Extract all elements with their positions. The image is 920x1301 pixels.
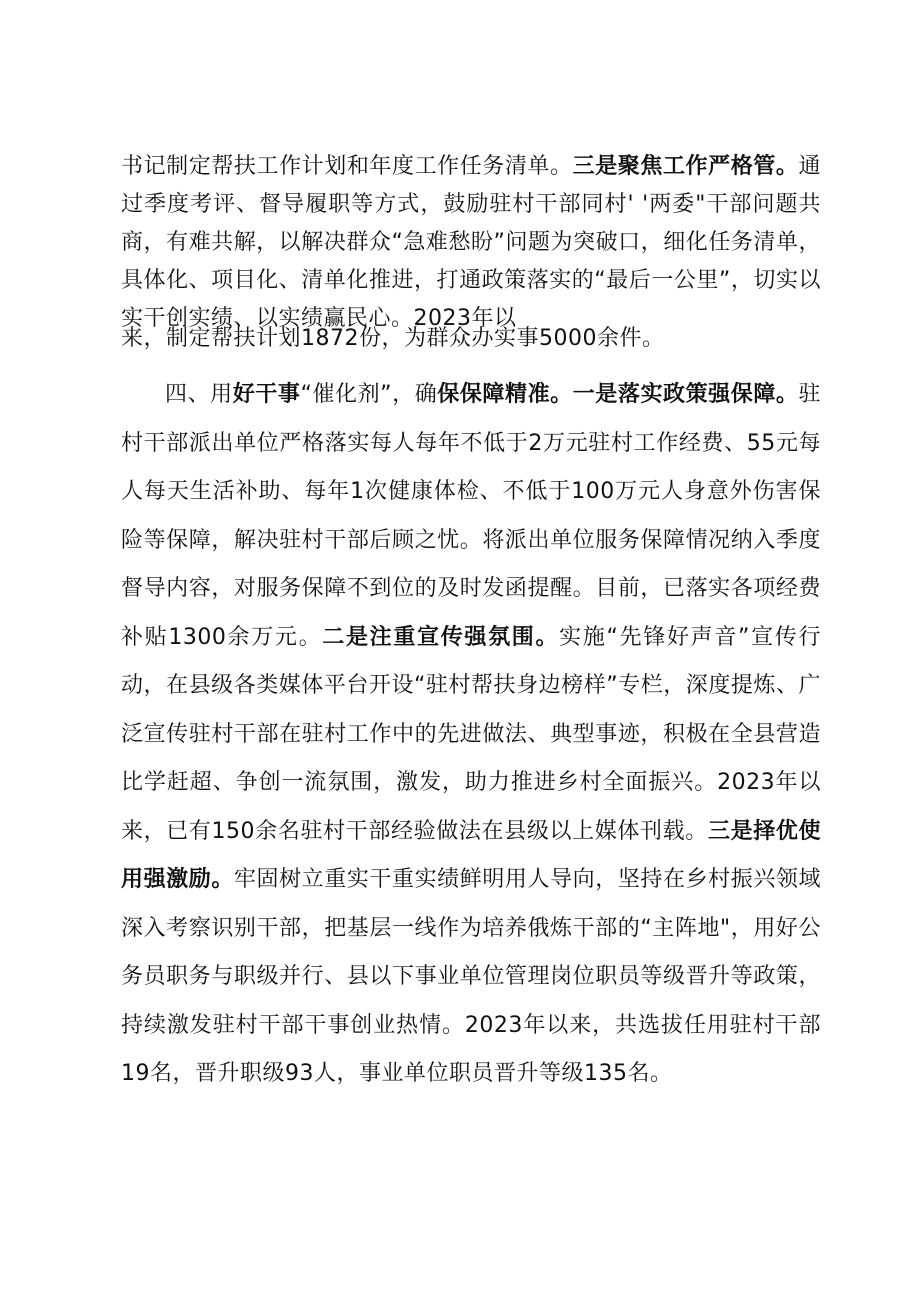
subheading-1: 一是落实政策强保障。 [572,382,799,407]
subsection-2-text: 实施“先锋好声音”宣传行动，在县级各类媒体平台开设“驻村帮扶身边榜样”专栏，深度提炼、广泛宣传驻村干部在驻村工作中的先进做法、典型事迹，积极在全县营造比学赶超、争创一流氛围，激发，助力推进乡村全面振兴。2023年以来，已有150余名驻村干部经验做法在县级以上媒体刊载。 [121,624,821,844]
subsection-1-text: 驻村干部派出单位严格落实每人每年不低于2万元驻村工作经费、55元每人每天生活补助、每年1次健康体检、不低于100万元人身意外伤害保险等保障，解决驻村干部后顾之忧。将派出单位服务保障情况纳入季度督导内容，对服务保障不到位的及时发函提醒。目前，已落实各项经费补贴1300余万元。 [121,382,821,650]
subheading-3: 三是择优使用强激励。 [121,818,821,892]
paragraph-1-text-a: 书记制定帮扶工作计划和年度工作任务清单。 [121,154,573,179]
section-prefix: 四、用 [165,382,233,407]
paragraph-2 [121,320,821,358]
subheading-2: 二是注重宣传强氛围。 [322,624,560,650]
section-bold-1: 好干事 [232,382,301,407]
paragraph-2-text: 来，制定帮扶计划1872份，为群众办实事5000余件。 [121,326,665,351]
section-bold-2: 保保障精准。 [437,382,573,407]
paragraph-1-text-b: 通过季度考评、督导履职等方式，鼓励驻村干部同村' '两委"干部问题共商，有难共解，以解决群众“急难愁盼”问题为突破口，细化任务清单，具体化、项目化、清单化推进，打通政策落实的“最后一公里”，切实以实干创实绩、以实绩赢民心。2023年以 [121,154,821,331]
subsection-3-text: 牢固树立重实干重实绩鲜明用人导向，坚持在乡村振兴领域深入考察识别干部，把基层一线作为培养俄炼干部的“主阵地"，用好公务员职务与职级并行、县以下事业单位管理岗位职员等级晋升等政策，持续激发驻村干部干事创业热情。2023年以来，共选拔任用驻村干部19名，晋升职级93人，事业单位职员晋升等级135名。 [121,867,821,1086]
paragraph-1 [121,148,821,338]
paragraph-1-heading: 三是聚焦工作严格管。 [572,154,799,179]
section-mid: “催化剂”，确 [300,382,438,407]
paragraph-3 [121,371,821,1099]
